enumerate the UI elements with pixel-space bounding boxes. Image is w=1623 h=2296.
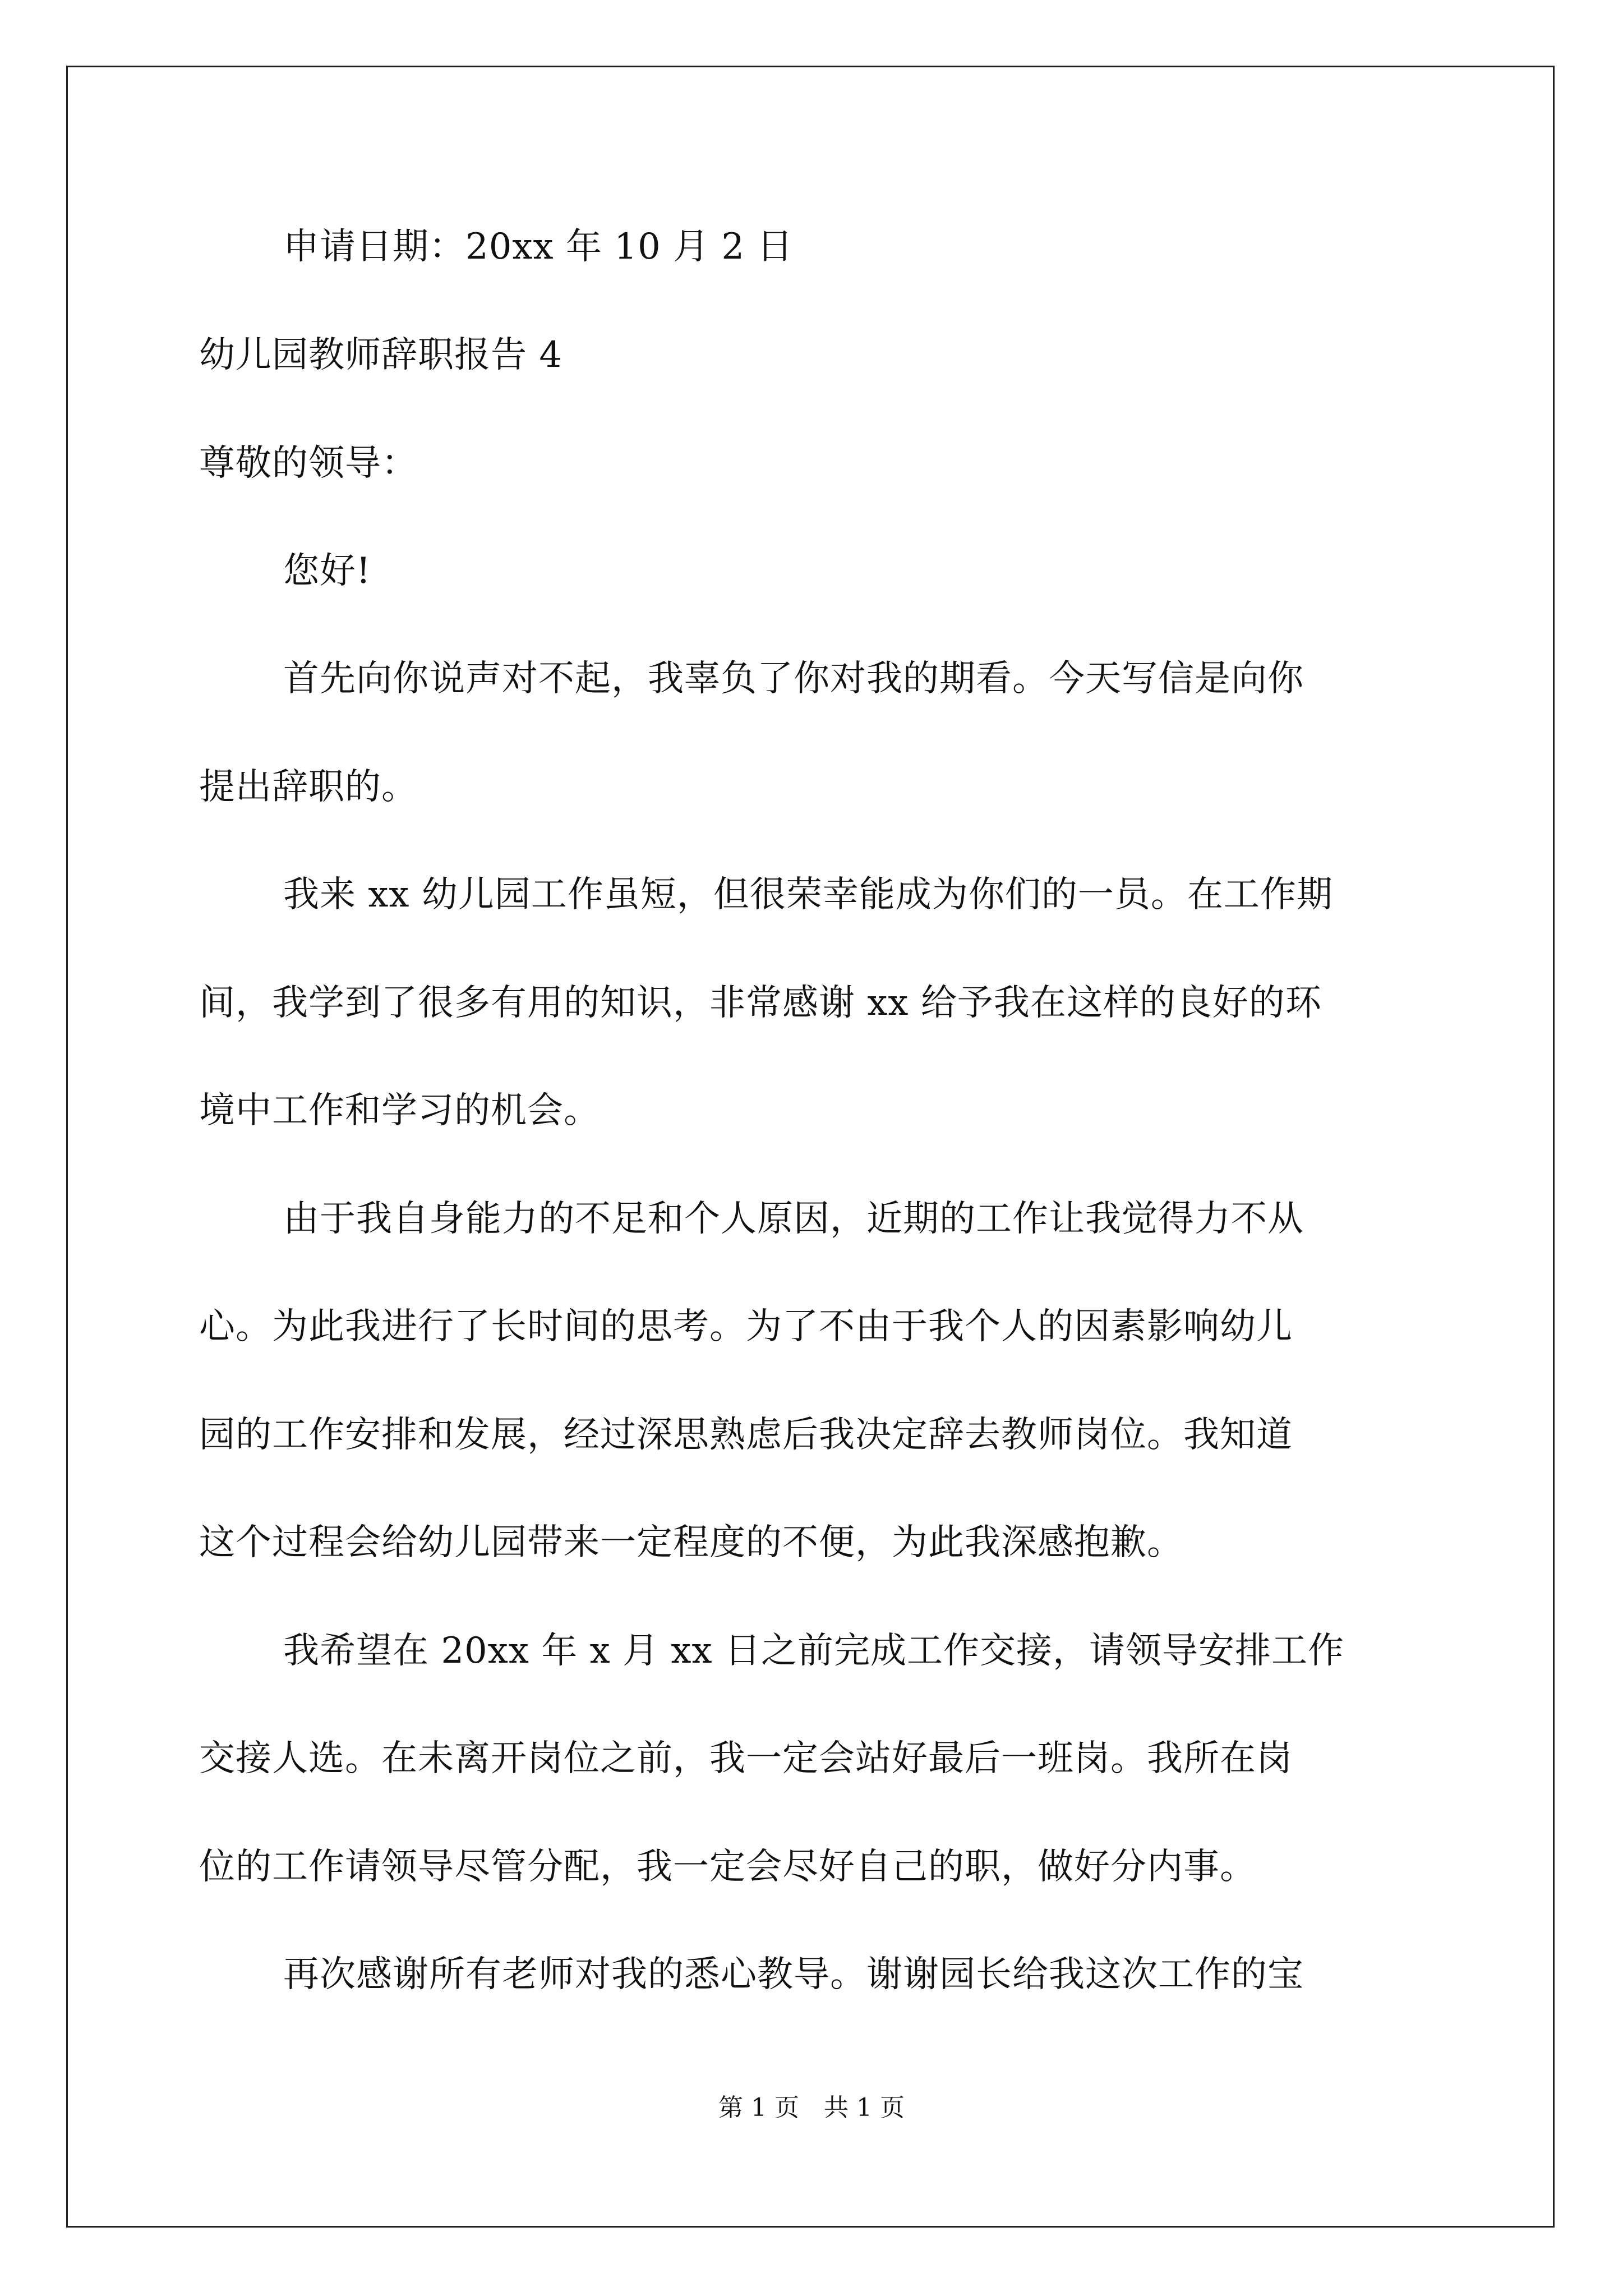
paragraph-line: 境中工作和学习的机会。: [199, 1090, 600, 1131]
paragraph-line: 由于我自身能力的不足和个人原因，近期的工作让我觉得力不从: [283, 1198, 1304, 1240]
paragraph-line: 间，我学到了很多有用的知识，非常感谢 xx 给予我在这样的良好的环: [199, 982, 1322, 1024]
document-title: 幼儿园教师辞职报告 4: [199, 334, 563, 376]
application-date: 申请日期：20xx 年 10 月 2 日: [283, 226, 794, 268]
paragraph-line: 再次感谢所有老师对我的悉心教导。谢谢园长给我这次工作的宝: [283, 1954, 1304, 1995]
paragraph-line: 交接人选。在未离开岗位之前，我一定会站好最后一班岗。我所在岗: [199, 1738, 1293, 1779]
paragraph-line: 首先向你说声对不起，我辜负了你对我的期看。今天写信是向你: [283, 658, 1304, 700]
page-footer: 第 1 页 共 1 页: [718, 2093, 905, 2122]
paragraph-line: 心。为此我进行了长时间的思考。为了不由于我个人的因素影响幼儿: [199, 1306, 1293, 1347]
greeting: 您好!: [283, 550, 371, 592]
paragraph-line: 提出辞职的。: [199, 766, 418, 808]
salutation: 尊敬的领导：: [199, 443, 418, 484]
paragraph-line: 这个过程会给幼儿园带来一定程度的不便，为此我深感抱歉。: [199, 1522, 1183, 1563]
paragraph-line: 园的工作安排和发展，经过深思熟虑后我决定辞去教师岗位。我知道: [199, 1414, 1293, 1456]
paragraph-line: 位的工作请领导尽管分配，我一定会尽好自己的职，做好分内事。: [199, 1846, 1256, 1888]
paragraph-line: 我来 xx 幼儿园工作虽短，但很荣幸能成为你们的一员。在工作期: [283, 874, 1333, 915]
page-border: [66, 66, 1555, 2228]
paragraph-line: 我希望在 20xx 年 x 月 xx 日之前完成工作交接，请领导安排工作: [283, 1630, 1344, 1672]
